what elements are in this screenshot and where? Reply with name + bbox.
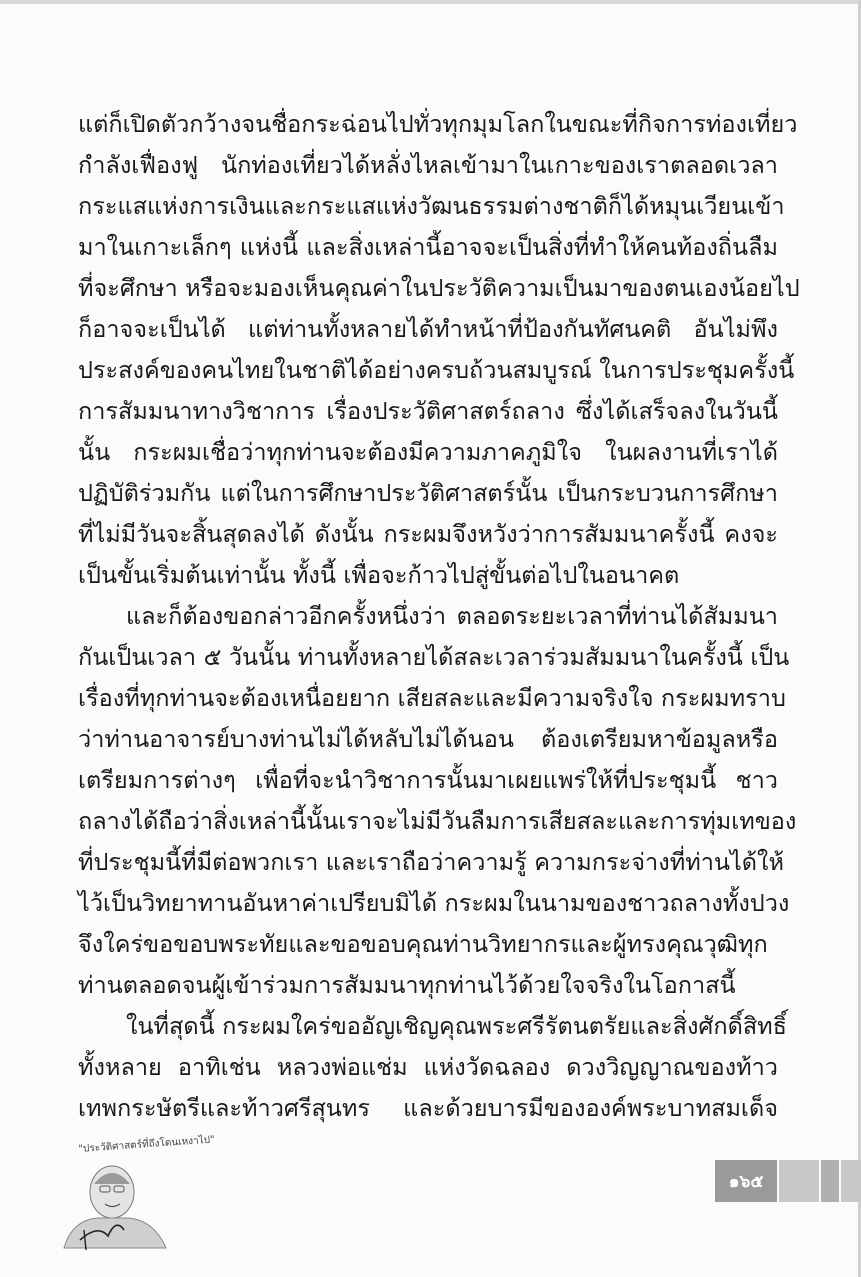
- text-line: มาในเกาะเล็กๆ แห่งนี้ และสิ่งเหล่านี้อาจจะเป็นสิ่งที่ทำให้คนท้องถิ่นลืม: [78, 233, 778, 261]
- text-line: ทั้งหลาย อาทิเช่น หลวงพ่อแช่ม แห่งวัดฉลอง ดวงวิญญาณของท้าว: [78, 1053, 778, 1081]
- footer-caption: "ประวัติศาสตร์ที่ถึงโดนเหงาไป": [78, 1134, 216, 1155]
- paragraph-start-line: และก็ต้องขอกล่าวอีกครั้งหนึ่งว่า ตลอดระยะเวลาที่ท่านได้สัมมนา: [126, 602, 778, 630]
- text-line: ปฏิบัติร่วมกัน แต่ในการศึกษาประวัติศาสตร์นั้น เป็นกระบวนการศึกษา: [78, 479, 778, 507]
- text-line: ว่าท่านอาจารย์บางท่านไม่ได้หลับไม่ได้นอน ต้องเตรียมหาข้อมูลหรือ: [78, 725, 778, 753]
- page-number-bar: [715, 1160, 861, 1202]
- text-line: เทพกระษัตรีและท้าวศรีสุนทร และด้วยบารมีขององค์พระบาทสมเด็จ: [78, 1094, 778, 1122]
- text-line: เตรียมการต่างๆ เพื่อที่จะนำวิชาการนั้นมาเผยแพร่ให้ที่ประชุมนี้ ชาว: [78, 766, 778, 794]
- text-line: นั้น กระผมเชื่อว่าทุกท่านจะต้องมีความภาคภูมิใจ ในผลงานที่เราได้: [78, 438, 778, 466]
- text-line: กระแสแห่งการเงินและกระแสแห่งวัฒนธรรมต่างชาติก็ได้หมุนเวียนเข้า: [78, 192, 785, 220]
- text-line: การสัมมนาทางวิชาการ เรื่องประวัติศาสตร์ถลาง ซึ่งได้เสร็จลงในวันนี้: [78, 397, 778, 425]
- body-text: [78, 104, 800, 1129]
- text-line: ที่จะศึกษา หรือจะมองเห็นคุณค่าในประวัติความเป็นมาของตนเองน้อยไป: [78, 274, 800, 302]
- text-line: ที่ประชุมนี้ที่มีต่อพวกเรา และเราถือว่าความรู้ ความกระจ่างที่ท่านได้ให้: [78, 848, 784, 876]
- text-line: เรื่องที่ทุกท่านจะต้องเหนื่อยยาก เสียสละและมีความจริงใจ กระผมทราบ: [78, 684, 786, 712]
- text-line: กันเป็นเวลา ๕ วันนั้น ท่านทั้งหลายได้สละเวลาร่วมสัมมนาในครั้งนี้ เป็น: [78, 643, 790, 671]
- text-line: แต่ก็เปิดตัวกว้างจนชื่อกระฉ่อนไปทั่วทุกมุมโลกในขณะที่กิจการท่องเที่ยว: [78, 110, 798, 138]
- bar-segment: [841, 1160, 861, 1202]
- text-line: กำลังเฟื่องฟู นักท่องเที่ยวได้หลั่งไหลเข้ามาในเกาะของเราตลอดเวลา: [78, 151, 778, 179]
- text-line: ไว้เป็นวิทยาทานอันหาค่าเปรียบมิได้ กระผมในนามของชาวถลางทั้งปวง: [78, 889, 790, 917]
- portrait-photo: [50, 1140, 185, 1250]
- text-line: เป็นขั้นเริ่มต้นเท่านั้น ทั้งนี้ เพื่อจะก้าวไปสู่ขั้นต่อไปในอนาคต: [78, 561, 680, 589]
- page-number: ๑๖๕: [715, 1160, 777, 1202]
- text-line: ที่ไม่มีวันจะสิ้นสุดลงได้ ดังนั้น กระผมจึงหวังว่าการสัมมนาครั้งนี้ คงจะ: [78, 520, 778, 548]
- bar-segment: [779, 1160, 819, 1202]
- bar-segment: [821, 1160, 839, 1202]
- text-line: จึงใคร่ขอขอบพระทัยและขอขอบคุณท่านวิทยากรและผู้ทรงคุณวุฒิทุก: [78, 930, 768, 958]
- text-line: ก็อาจจะเป็นได้ แต่ท่านทั้งหลายได้ทำหน้าที่ป้องกันทัศนคติ อันไม่พึง: [78, 315, 778, 343]
- text-line: ถลางได้ถือว่าสิ่งเหล่านี้นั้นเราจะไม่มีวันลืมการเสียสละและการทุ่มเทของ: [78, 807, 797, 835]
- paragraph-start-line: ในที่สุดนี้ กระผมใคร่ขออัญเชิญคุณพระศรีรัตนตรัยและสิ่งศักดิ์สิทธิ์: [126, 1012, 788, 1040]
- text-line: ประสงค์ของคนไทยในชาติได้อย่างครบถ้วนสมบูรณ์ ในการประชุมครั้งนี้: [78, 356, 795, 384]
- page-top-edge: [0, 0, 861, 4]
- text-line: ท่านตลอดจนผู้เข้าร่วมการสัมมนาทุกท่านไว้ด้วยใจจริงในโอกาสนี้: [78, 971, 736, 999]
